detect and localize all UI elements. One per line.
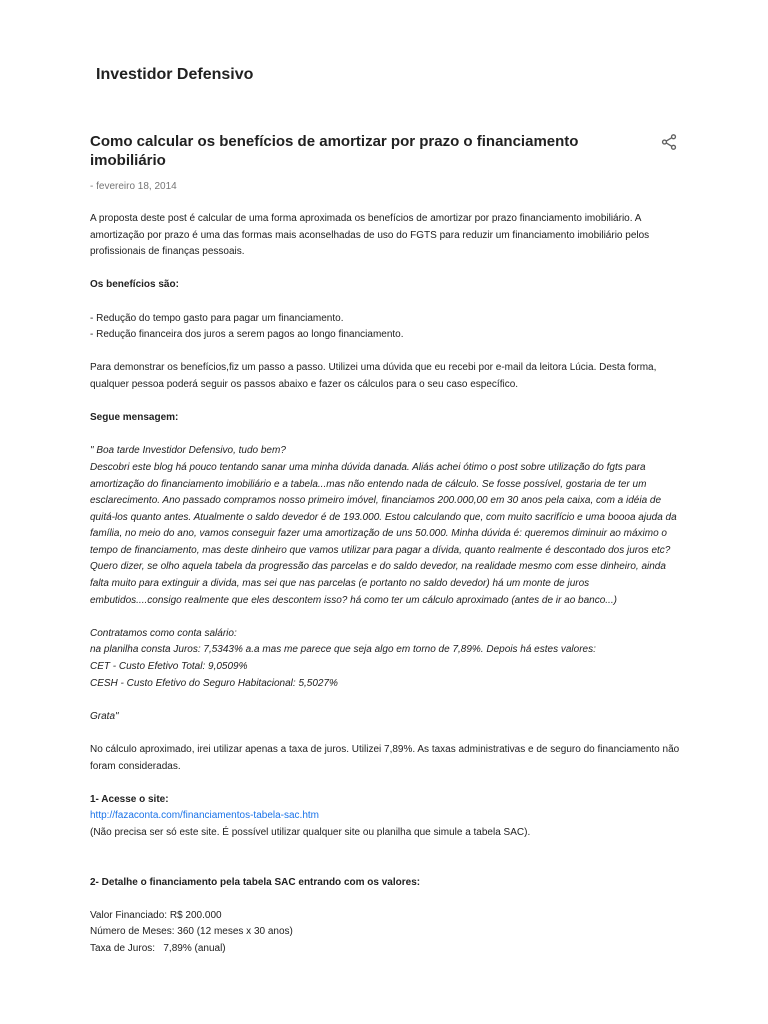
step2-value: Valor Financiado: R$ 200.000: [90, 909, 222, 921]
calc-paragraph: No cálculo aproximado, irei utilizar apenas a taxa de juros. Utilizei 7,89%. As taxas administrativas e de seguro do financiamento não foram consideradas.: [90, 744, 680, 772]
message-body: Descobri este blog há pouco tentando sanar uma minha dúvida danada. Aliás achei ótimo o post sobre utilização do fgts para amortização do financiamento imobiliário e a tabela...mas não entendo nada de cálculo. Se fosse possível, gostaria de ter um esclarecimento. Ano passado compramos nosso primeiro imóvel, financiamos 200.000,00 em 30 anos pela caixa, com a idéia de quitá-los quanto antes. Atualmente o saldo devedor é de 193.000. Estou calculando que, com muito sacrifício e uma boooa ajuda da família, no meio do ano, vamos conseguir fazer uma amortização de uns 50.000. Minha dúvida é: queremos diminuir ao máximo o tempo de financiamento, mas deste dinheiro que vamos utilizar para pagar a dívida, quanto realmente é descontado dos juros etc? Quero dizer, se olho aquela tabela da progressão das parcelas e do saldo devedor, na realidade mesmo com esse dinheiro, ainda falta muito para extinguir a divida, mas sei que nas parcelas (e portanto no saldo devedor) há um monte de juros embutidos....consigo realmente que eles descontem isso? há como ter um cálculo aproximado (antes de ir ao banco...): [90, 461, 677, 606]
step2-heading: 2- Detalhe o financiamento pela tabela SAC entrando com os valores:: [90, 876, 421, 888]
message-rate-line: Contratamos como conta salário:: [90, 627, 237, 639]
share-icon[interactable]: [660, 133, 678, 151]
step2-value: Número de Meses: 360 (12 meses x 30 anos): [90, 926, 293, 938]
benefits-heading: Os benefícios são:: [90, 279, 179, 291]
message-signoff: Grata": [90, 710, 119, 722]
intro-paragraph: A proposta deste post é calcular de uma forma aproximada os benefícios de amortizar por prazo financiamento imobiliário. A amortização por prazo é uma das formas mais aconselhadas de uso do FGTS para reduzir um financiamento imobiliário pelos profissionais de finanças pessoais.: [90, 213, 650, 258]
message-rate-line: CET - Custo Efetivo Total: 9,0509%: [90, 661, 248, 673]
post-date: - fevereiro 18, 2014: [90, 181, 177, 192]
step2-value: Taxa de Juros: 7,89% (anual): [90, 942, 226, 954]
message-rate-line: na planilha consta Juros: 7,5343% a.a mas me parece que seja algo em torno de 7,89%. Depois há estes valores:: [90, 644, 596, 656]
step1-link[interactable]: http://fazaconta.com/financiamentos-tabela-sac.htm: [90, 810, 320, 822]
message-heading: Segue mensagem:: [90, 412, 179, 424]
post-title: Como calcular os benefícios de amortizar por prazo o financiamento imobiliário: [90, 133, 579, 169]
message-greeting: " Boa tarde Investidor Defensivo, tudo bem?: [90, 445, 286, 457]
post-body: [90, 211, 680, 958]
blog-title[interactable]: Investidor Defensivo: [96, 66, 254, 83]
message-rate-line: CESH - Custo Efetivo do Seguro Habitacional: 5,5027%: [90, 677, 338, 689]
benefit-item: - Redução do tempo gasto para pagar um financiamento.: [90, 312, 344, 324]
step1-heading: 1- Acesse o site:: [90, 793, 169, 805]
step1-note: (Não precisa ser só este site. É possível utilizar qualquer site ou planilha que simule a tabela SAC).: [90, 826, 531, 838]
demo-paragraph: Para demonstrar os benefícios,fiz um passo a passo. Utilizei uma dúvida que eu recebi por e-mail da leitora Lúcia. Desta forma, qualquer pessoa poderá seguir os passos abaixo e fazer os cálculos para o seu caso específico.: [90, 362, 657, 390]
benefit-item: - Redução financeira dos juros a serem pagos ao longo financiamento.: [90, 329, 404, 341]
